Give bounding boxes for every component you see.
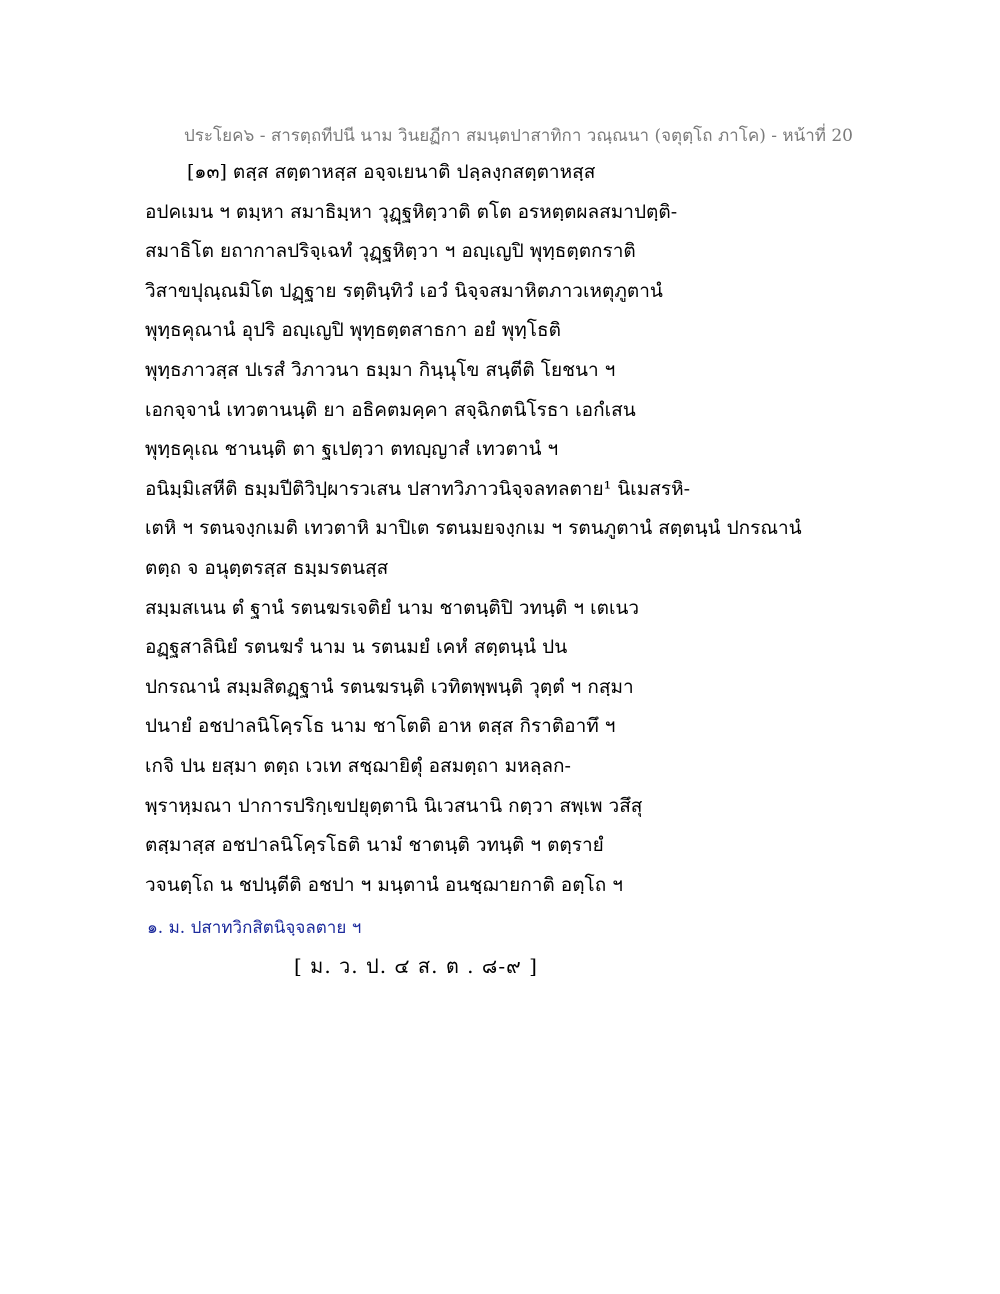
text-line: เอกจฺจานํ เทวตานนฺติ ยา อธิคตมคฺคา สจฺฉิกตนิโรธา เอกํเสน — [145, 398, 636, 421]
text-line: อฏฺฐสาลินิยํ รตนฆรํ นาม น รตนมยํ เคหํ สตฺตนฺนํ ปน — [145, 636, 568, 659]
text-line: เตหิ ฯ รตนจงฺกเมติ เทวตาหิ มาปิเต รตนมยจงฺกเม ฯ รตนภูตานํ สตฺตนฺนํ ปกรณานํ — [145, 517, 802, 540]
text-line: สมาธิโต ยถากาลปริจฺเฉทํ วุฏฺฐหิตฺวา ฯ อญฺเญปิ พุทฺธตฺตกราติ — [145, 240, 636, 263]
body-text — [145, 158, 985, 910]
text-line: อนิมฺมิเสหีติ ธมฺมปีติวิปฺผารวเสน ปสาทวิภาวนิจฺจลทลตาย¹ นิเมสรหิ- — [145, 477, 691, 500]
text-line: พุทฺธคุเณ ชานนฺติ ตา ฐเปตฺวา ตทญฺญาสํ เทวตานํ ฯ — [145, 438, 559, 461]
text-line: พุทฺธภาวสฺส ปเรสํ วิภาวนา ธมฺมา กินฺนุโข สนฺตีติ โยชนา ฯ — [145, 358, 616, 381]
text-line: อปคเมน ฯ ตมฺหา สมาธิมฺหา วุฏฺฐหิตฺวาติ ตโต อรหตฺตผลสมาปตฺติ- — [145, 200, 678, 223]
text-line: เกจิ ปน ยสฺมา ตตฺถ เวเท สชฺฌายิตุํ อสมตฺถา มหลฺลก- — [145, 754, 571, 777]
text-line: พฺราหฺมณา ปาการปริกฺเขปยุตฺตานิ นิเวสนานิ กตฺวา สพฺเพ วสึสุ — [145, 794, 643, 817]
text-line: วิสาขปุณฺณมิโต ปฏฺฐาย รตฺตินฺทิวํ เอวํ นิจฺจสมาหิตภาวเหตุภูตานํ — [145, 279, 663, 302]
text-line: พุทฺธคุณานํ อุปริ อญฺเญปิ พุทฺธตฺตสาธกา อยํ พุทฺโธติ — [145, 319, 561, 342]
footnote: ๑. ม. ปสาทวิกสิตนิจฺจลตาย ฯ — [147, 918, 362, 938]
page-reference: [ ม. ว. ป. ๔ ส. ต . ๘-๙ ] — [294, 954, 538, 978]
text-line: ตตฺถ จ อนุตฺตรสฺส ธมฺมรตนสฺส — [145, 556, 389, 579]
page-header: ประโยค๖ - สารตฺถทีปนี นาม วินยฏีกา สมนฺตปาสาทิกา วณฺณนา (จตุตฺโถ ภาโค) - หน้าที่ 20 — [184, 126, 853, 146]
text-line: วจนตฺโถ น ชปนฺตีติ อชปา ฯ มนฺตานํ อนชฺฌายกาติ อตฺโถ ฯ — [145, 873, 623, 896]
text-line: ตสฺมาสฺส อชปาลนิโคฺรโธติ นามํ ชาตนฺติ วทนฺติ ฯ ตตฺรายํ — [145, 834, 604, 857]
text-line: ปนายํ อชปาลนิโคฺรโธ นาม ชาโตติ อาห ตสฺส กิราติอาทึ ฯ — [145, 715, 616, 738]
text-line: [๑๓] ตสฺส สตฺตาหสฺส อจฺจเยนาติ ปลฺลงฺกสตฺตาหสฺส — [187, 161, 596, 183]
text-line: ปกรณานํ สมฺมสิตฏฺฐานํ รตนฆรนฺติ เวทิตพฺพนฺติ วุตฺตํ ฯ กสฺมา — [145, 675, 634, 698]
text-line: สมฺมสเนน ตํ ฐานํ รตนฆรเจติยํ นาม ชาตนฺติปิ วทนฺติ ฯ เตเนว — [145, 596, 640, 619]
